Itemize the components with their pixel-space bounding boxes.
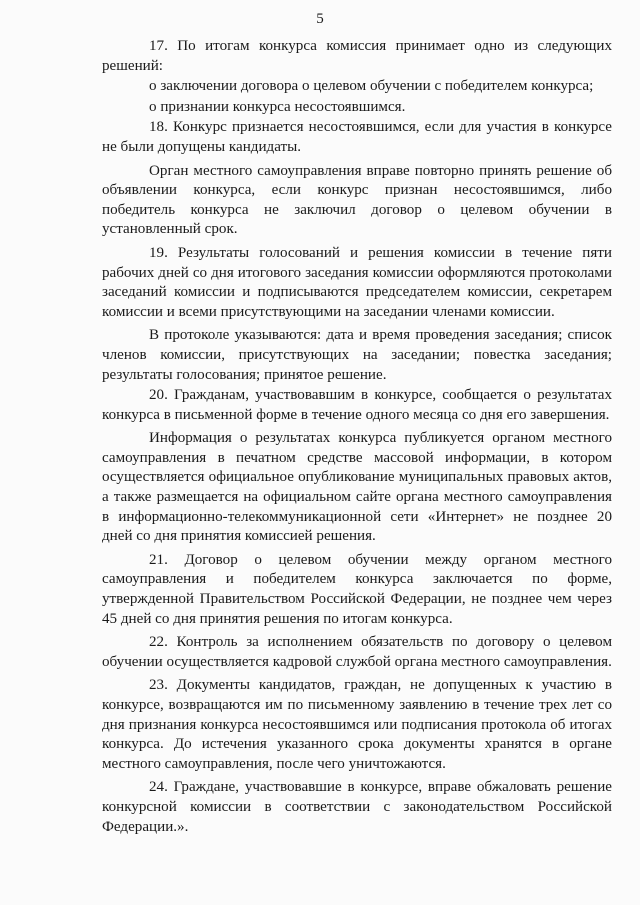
- paragraph-22: 22. Контроль за исполнением обязательств по договору о целевом обучении осуществляется кадровой службой органа местного самоуправления.: [102, 634, 612, 670]
- paragraph-24: 24. Граждане, участвовавшие в конкурсе, вправе обжаловать решение конкурсной комиссии в соответствии с законодательством Российской Федерации.».: [102, 779, 612, 835]
- paragraph-20: 20. Гражданам, участвовавшим в конкурсе, сообщается о результатах конкурса в письменной форме в течение одного месяца со дня его завершения.: [102, 387, 612, 423]
- paragraph-19: 19. Результаты голосований и решения комиссии в течение пяти рабочих дней со дня итогового заседания комиссии оформляются протоколами заседаний комиссии и подписываются председателем комиссии, секретарем комиссии и всеми присутствующими на заседании членами комиссии.: [102, 244, 612, 320]
- document-body: [102, 37, 612, 838]
- paragraph-19-continued: В протоколе указываются: дата и время проведения заседания; список членов комиссии, присутствующих на заседании; повестка заседания; результаты голосования; принятое решение.: [102, 327, 612, 383]
- page-number: 5: [316, 11, 324, 27]
- paragraph-20-continued: Информация о результатах конкурса публикуется органом местного самоуправления в печатном средстве массовой информации, в котором осуществляется официальное опубликование муниципальных правовых актов, а также размещается на официальном сайте органа местного самоуправления в информационно-телекоммуникационной сети «Интернет» не позднее 20 дней со дня принятия комиссией решения.: [102, 430, 612, 545]
- paragraph-17-option-2: о признании конкурса несостоявшимся.: [149, 98, 406, 115]
- paragraph-18: 18. Конкурс признается несостоявшимся, если для участия в конкурсе не были допущены кандидаты.: [102, 119, 612, 155]
- paragraph-21: 21. Договор о целевом обучении между органом местного самоуправления и победителем конкурса заключается по форме, утвержденной Правительством Российской Федерации, не позднее чем через 45 дней со дня принятия решения по итогам конкурса.: [102, 551, 612, 627]
- paragraph-23: 23. Документы кандидатов, граждан, не допущенных к участию в конкурсе, возвращаются им по письменному заявлению в течение трех лет со дня признания конкурса несостоявшимся или подписания протокола об итогах конкурса. До истечения указанного срока документы хранятся в органе местного самоуправления, после чего уничтожаются.: [102, 677, 612, 772]
- paragraph-17: 17. По итогам конкурса комиссия принимает одно из следующих решений:: [102, 38, 612, 74]
- paragraph-18-continued: Орган местного самоуправления вправе повторно принять решение об объявлении конкурса, если конкурс признан несостоявшимся, либо победитель конкурса не заключил договор о целевом обучении в установленный срок.: [102, 162, 612, 238]
- paragraph-17-option-1: о заключении договора о целевом обучении с победителем конкурса;: [149, 78, 594, 95]
